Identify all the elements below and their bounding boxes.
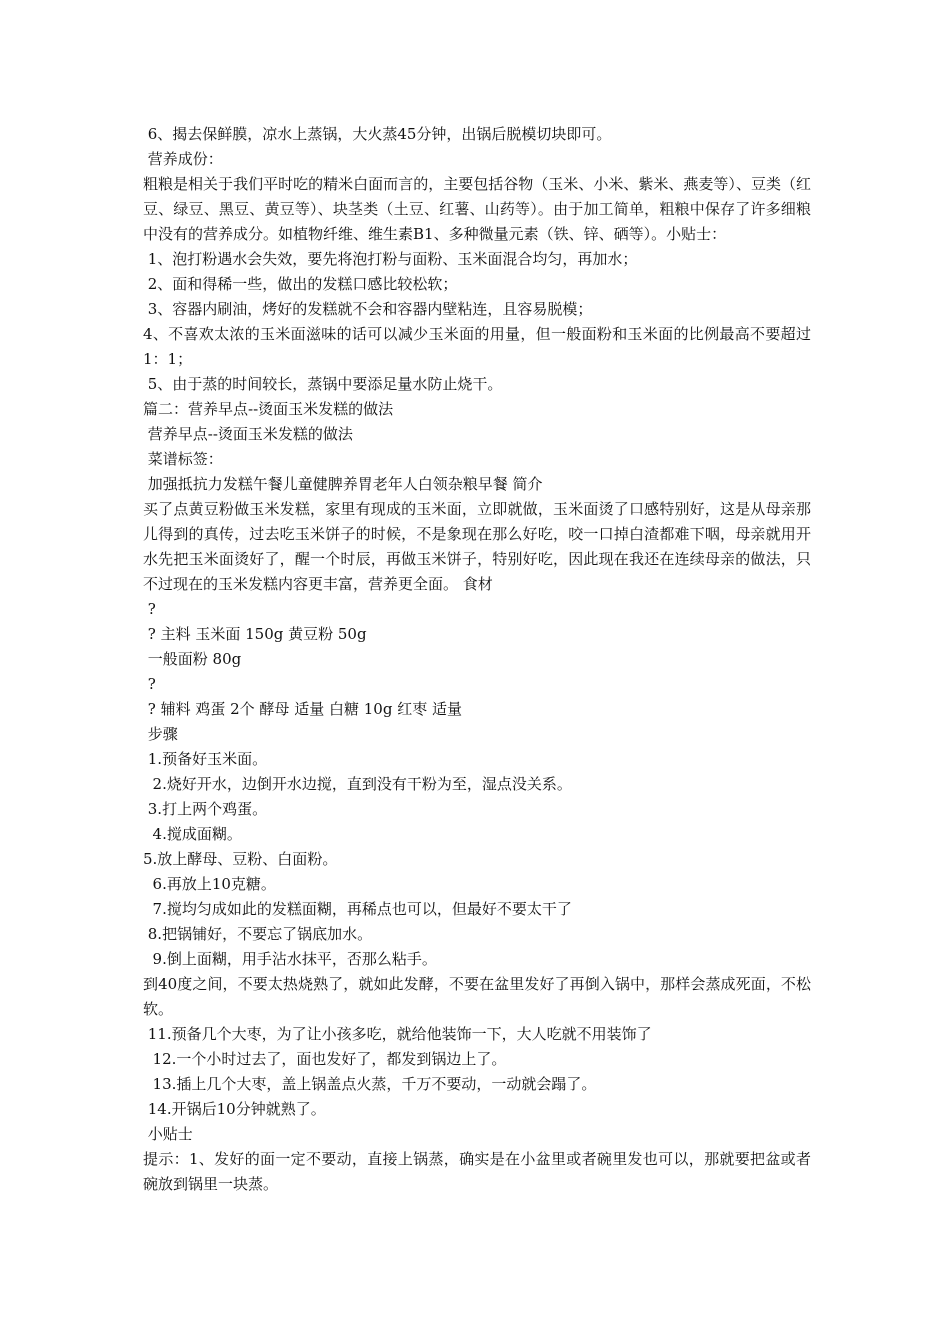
text-line: 提示：1、发好的面一定不要动，直接上锅蒸，确实是在小盆里或者碗里发也可以，那就要把盆或者碗放到锅里一块蒸。 — [143, 1150, 811, 1193]
text-line: 步骤 — [143, 725, 178, 743]
text-line: 菜谱标签： — [143, 450, 223, 468]
text-line: 12.一个小时过去了，面也发好了，都发到锅边上了。 — [143, 1050, 507, 1068]
text-line: 加强抵抗力发糕午餐儿童健脾养胃老年人白领杂粮早餐 简介 — [143, 475, 543, 493]
text-line: ? — [143, 600, 156, 618]
text-line: 营养早点--烫面玉米发糕的做法 — [143, 425, 353, 443]
text-line: 1.预备好玉米面。 — [143, 750, 268, 768]
text-line: 7.搅均匀成如此的发糕面糊，再稀点也可以，但最好不要太干了 — [143, 900, 572, 918]
text-line: 6、揭去保鲜膜，凉水上蒸锅，大火蒸45分钟，出锅后脱模切块即可。 — [143, 125, 612, 143]
text-line: 篇二：营养早点--烫面玉米发糕的做法 — [143, 400, 394, 418]
text-line: 14.开锅后10分钟就熟了。 — [143, 1100, 326, 1118]
text-line: 9.倒上面糊，用手沾水抹平，否那么粘手。 — [143, 950, 437, 968]
text-line: 2.烧好开水，边倒开水边搅，直到没有干粉为至，湿点没关系。 — [143, 775, 572, 793]
text-line: 4、不喜欢太浓的玉米面滋味的话可以减少玉米面的用量，但一般面粉和玉米面的比例最高不要超过1：1； — [143, 325, 811, 368]
text-line: 5、由于蒸的时间较长，蒸锅中要添足量水防止烧干。 — [143, 375, 503, 393]
text-line: 到40度之间，不要太热烧熟了，就如此发酵，不要在盆里发好了再倒入锅中，那样会蒸成死面，不松软。 — [143, 975, 811, 1018]
text-line: ? 辅料 鸡蛋 2个 酵母 适量 白糖 10g 红枣 适量 — [143, 700, 462, 718]
text-line: 4.搅成面糊。 — [143, 825, 242, 843]
text-line: 6.再放上10克糖。 — [143, 875, 276, 893]
text-line: 一般面粉 80g — [143, 650, 242, 668]
text-line: 3.打上两个鸡蛋。 — [143, 800, 268, 818]
text-line: 3、容器内刷油，烤好的发糕就不会和容器内壁粘连，且容易脱模； — [143, 300, 593, 318]
text-line: 5.放上酵母、豆粉、白面粉。 — [143, 850, 338, 868]
text-line: 小贴士 — [143, 1125, 193, 1143]
text-line: 8.把锅铺好，不要忘了锅底加水。 — [143, 925, 373, 943]
text-line: 粗粮是相关于我们平时吃的精米白面而言的，主要包括谷物（玉米、小米、紫米、燕麦等）、豆类（红豆、绿豆、黑豆、黄豆等）、块茎类（土豆、红薯、山药等）。由于加工简单，粗粮中保存了许多细粮中没有的营养成分。如植物纤维、维生素B1、多种微量元素（铁、锌、硒等）。小贴士： — [143, 175, 811, 243]
text-line: 13.插上几个大枣，盖上锅盖点火蒸，千万不要动，一动就会蹋了。 — [143, 1075, 597, 1093]
text-line: 买了点黄豆粉做玉米发糕，家里有现成的玉米面，立即就做，玉米面烫了口感特别好，这是从母亲那儿得到的真传，过去吃玉米饼子的时候，不是象现在那么好吃，咬一口掉白渣都难下咽，母亲就用开水先把玉米面烫好了，醒一个时辰，再做玉米饼子，特别好吃，因此现在我还在连续母亲的做法，只不过现在的玉米发糕内容更丰富，营养更全面。 食材 — [143, 500, 811, 593]
text-line: ? — [143, 675, 156, 693]
document-body — [143, 122, 811, 1197]
text-line: ? 主料 玉米面 150g 黄豆粉 50g — [143, 625, 367, 643]
text-line: 2、面和得稀一些，做出的发糕口感比较松软； — [143, 275, 458, 293]
text-line: 营养成份： — [143, 150, 223, 168]
text-line: 11.预备几个大枣，为了让小孩多吃，就给他装饰一下，大人吃就不用装饰了 — [143, 1025, 652, 1043]
text-line: 1、泡打粉遇水会失效，要先将泡打粉与面粉、玉米面混合均匀，再加水； — [143, 250, 638, 268]
